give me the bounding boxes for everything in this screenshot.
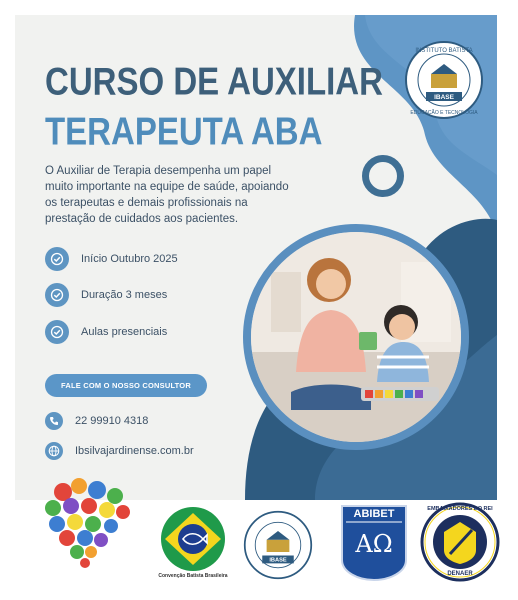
embaixadores-bottom-text: DENAER bbox=[447, 571, 473, 577]
svg-text:IBASE: IBASE bbox=[434, 94, 454, 101]
svg-text:INSTITUTO BATISTA: INSTITUTO BATISTA bbox=[415, 48, 473, 54]
ibase-footer-logo bbox=[243, 510, 313, 580]
embaixadores-top-text: EMBAIXADORES DO REI bbox=[427, 506, 493, 512]
website-url: Ibsilvajardinense.com.br bbox=[75, 445, 194, 457]
abibet-logo bbox=[340, 504, 408, 582]
contact-phone[interactable] bbox=[45, 412, 148, 430]
feature-duration bbox=[45, 283, 167, 307]
phone-icon bbox=[45, 412, 63, 430]
contact-website[interactable] bbox=[45, 442, 194, 460]
course-photo bbox=[243, 224, 469, 450]
check-icon bbox=[45, 247, 69, 271]
hands-heart-logo bbox=[35, 472, 135, 570]
feature-label: Início Outubro 2025 bbox=[81, 253, 178, 265]
svg-text:IBASE: IBASE bbox=[269, 557, 287, 564]
check-icon bbox=[45, 320, 69, 344]
feature-start-date bbox=[45, 247, 178, 271]
title-line-1: CURSO DE AUXILIAR bbox=[45, 59, 383, 103]
abibet-name: ABIBET bbox=[353, 508, 395, 520]
decorative-ring bbox=[362, 155, 404, 197]
contact-consultant-button[interactable]: FALE COM O NOSSO CONSULTOR bbox=[45, 374, 207, 397]
embaixadores-logo bbox=[420, 502, 500, 582]
globe-icon bbox=[45, 442, 63, 460]
check-icon bbox=[45, 283, 69, 307]
partner-logos bbox=[15, 500, 497, 600]
feature-classes bbox=[45, 320, 167, 344]
svg-text:EDUCAÇÃO E TECNOLOGIA: EDUCAÇÃO E TECNOLOGIA bbox=[410, 110, 478, 116]
abibet-symbol: AΩ bbox=[355, 530, 393, 558]
cbb-caption: Convenção Batista Brasileira bbox=[158, 573, 228, 579]
flyer bbox=[15, 15, 497, 500]
course-description: O Auxiliar de Terapia desempenha um papel muito importante na equipe de saúde, apoiando os terapeutas e demais profissionais na prestação de cuidados aos pacientes. bbox=[45, 165, 289, 225]
cbb-logo bbox=[153, 505, 233, 579]
ibase-seal-logo bbox=[404, 40, 484, 120]
feature-label: Duração 3 meses bbox=[81, 289, 168, 301]
phone-number: 22 99910 4318 bbox=[75, 415, 149, 427]
feature-label: Aulas presenciais bbox=[81, 326, 168, 338]
title-line-2: TERAPEUTA ABA bbox=[45, 109, 323, 153]
